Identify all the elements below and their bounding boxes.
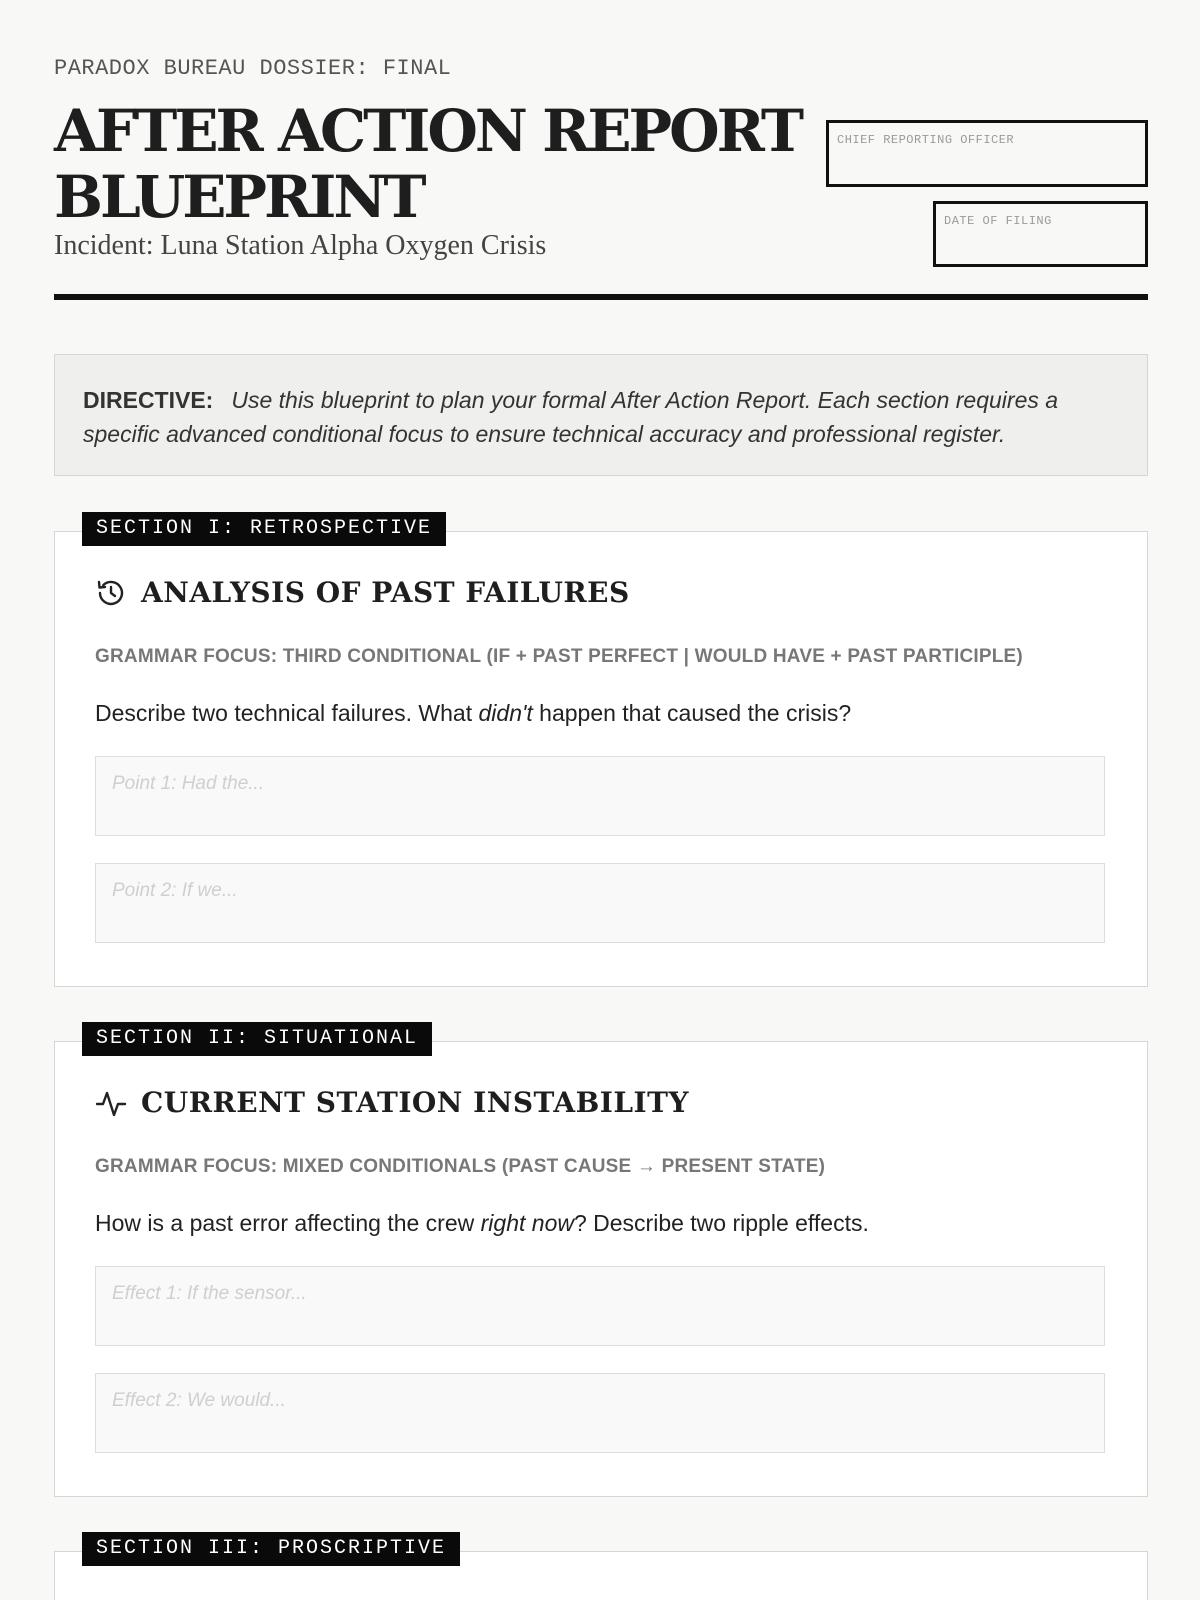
answer-field-effect-2[interactable] xyxy=(95,1373,1105,1453)
chief-reporting-officer-field[interactable] xyxy=(826,120,1148,187)
section-retrospective xyxy=(54,531,1148,987)
prompt-text-end: happen that caused the crisis? xyxy=(532,700,852,726)
chief-reporting-officer-label: CHIEF REPORTING OFFICER xyxy=(837,133,1015,147)
directive-label: DIRECTIVE: xyxy=(83,387,214,413)
history-icon xyxy=(95,577,127,609)
section-tag-situational: SECTION II: SITUATIONAL xyxy=(82,1022,432,1056)
date-of-filing-label: DATE OF FILING xyxy=(944,214,1052,228)
header-divider xyxy=(54,294,1148,300)
answer-placeholder: Point 1: Had the... xyxy=(112,773,265,794)
incident-subtitle: Incident: Luna Station Alpha Oxygen Crisis xyxy=(54,230,547,261)
section-situational xyxy=(54,1041,1148,1497)
answer-placeholder: Point 2: If we... xyxy=(112,880,238,901)
page-title: AFTER ACTION REPORT BLUEPRINT xyxy=(54,97,802,231)
answer-field-point-1[interactable] xyxy=(95,756,1105,836)
section-heading xyxy=(95,576,630,609)
date-of-filing-field[interactable] xyxy=(933,201,1148,267)
section-tag-retrospective: SECTION I: RETROSPECTIVE xyxy=(82,512,446,546)
grammar-focus: GRAMMAR FOCUS: MIXED CONDITIONALS (PAST CAUSE → PRESENT STATE) xyxy=(95,1156,826,1177)
answer-field-effect-1[interactable] xyxy=(95,1266,1105,1346)
section-prompt xyxy=(95,700,851,727)
answer-placeholder: Effect 2: We would... xyxy=(112,1390,286,1411)
activity-pulse-icon xyxy=(95,1087,127,1119)
dossier-label: PARADOX BUREAU DOSSIER: FINAL xyxy=(54,56,452,81)
prompt-text: Describe two technical failures. What xyxy=(95,700,479,726)
prompt-text-end: ? Describe two ripple effects. xyxy=(573,1210,869,1236)
prompt-text: How is a past error affecting the crew xyxy=(95,1210,481,1236)
section-prompt xyxy=(95,1210,869,1237)
section-tag-proscriptive: SECTION III: PROSCRIPTIVE xyxy=(82,1532,460,1566)
section-heading-text: ANALYSIS OF PAST FAILURES xyxy=(141,576,630,609)
section-heading-text: CURRENT STATION INSTABILITY xyxy=(141,1086,689,1119)
section-heading xyxy=(95,1086,689,1119)
grammar-focus: GRAMMAR FOCUS: THIRD CONDITIONAL (IF + PAST PERFECT | WOULD HAVE + PAST PARTICIPLE) xyxy=(95,646,1023,667)
answer-placeholder: Effect 1: If the sensor... xyxy=(112,1283,307,1304)
prompt-emphasis: right now xyxy=(480,1210,574,1236)
prompt-emphasis: didn't xyxy=(478,700,533,726)
answer-field-point-2[interactable] xyxy=(95,863,1105,943)
directive-text: Use this blueprint to plan your formal After Action Report. Each section requires a specific advanced conditional focus to ensure technical accuracy and professional register. xyxy=(83,387,1059,447)
directive-box xyxy=(54,354,1148,476)
